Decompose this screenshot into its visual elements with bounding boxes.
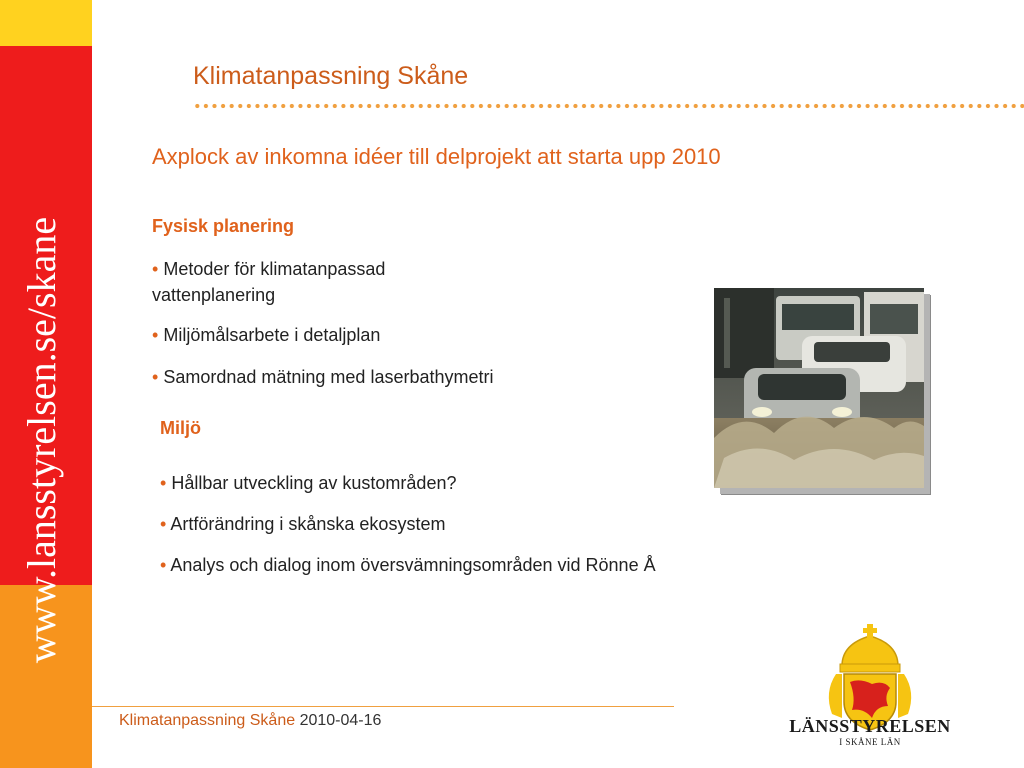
bullet-item — [160, 470, 700, 496]
bullet-item — [152, 256, 482, 308]
bullet-dot: • — [152, 259, 159, 279]
bullet-item — [160, 511, 700, 537]
flood-photo — [714, 288, 924, 488]
bullet-dot: • — [152, 325, 159, 345]
sidebar-url: www.lansstyrelsen.se/skane — [19, 216, 64, 664]
sidebar-yellow-band — [0, 0, 92, 46]
bullet-dot: • — [160, 473, 167, 493]
bullet-text: Analys och dialog inom översvämningsområden vid Rönne Å — [170, 555, 656, 575]
footer-title: Klimatanpassning Skåne — [119, 712, 296, 729]
slide-subtitle: Axplock av inkomna idéer till delprojekt att starta upp 2010 — [152, 144, 721, 169]
logo-subtitle: I SKÅNE LÄN — [839, 737, 901, 747]
dotted-divider — [193, 103, 1024, 109]
section-heading-miljo: Miljö — [160, 418, 201, 438]
bullet-item — [152, 322, 652, 348]
bullet-text: Artförändring i skånska ekosystem — [170, 514, 446, 534]
bullet-text: Hållbar utveckling av kustområden? — [171, 473, 457, 493]
bullet-dot: • — [160, 514, 167, 534]
bullet-text: Miljömålsarbete i detaljplan — [163, 325, 381, 345]
bullet-item — [160, 552, 720, 578]
footer — [119, 712, 381, 730]
bullet-text: Metoder för klimatanpassad vattenplanering — [152, 259, 386, 305]
bullet-dot: • — [160, 555, 167, 575]
footer-date: 2010-04-16 — [299, 712, 382, 729]
footer-divider — [92, 706, 674, 707]
page-title: Klimatanpassning Skåne — [193, 62, 469, 90]
bullet-dot: • — [152, 367, 159, 387]
section-heading-fysisk-planering: Fysisk planering — [152, 216, 295, 236]
logo-name: LÄNSSTYRELSEN — [789, 716, 951, 736]
bullet-item — [152, 364, 652, 390]
bullet-text: Samordnad mätning med laserbathymetri — [163, 367, 494, 387]
